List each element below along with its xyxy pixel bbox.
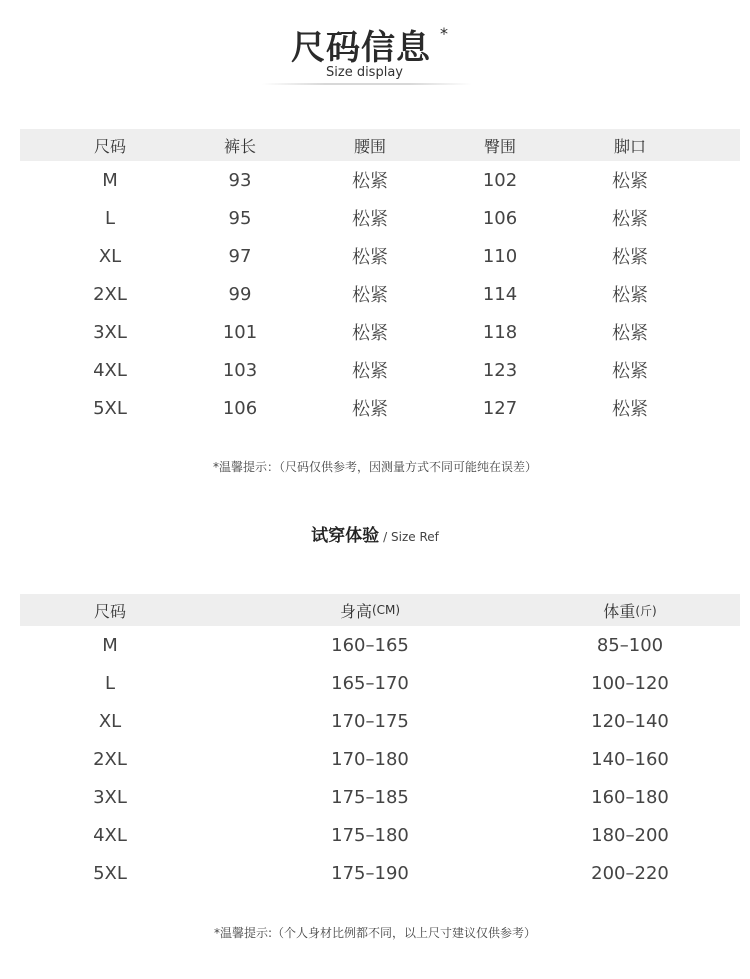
fit-row	[20, 626, 740, 664]
fit-cell-weight: 85–100	[596, 634, 664, 656]
size-cell-length: 106	[222, 397, 258, 419]
fit-cell-weight: 120–140	[591, 710, 669, 732]
size-cell-length: 101	[222, 321, 258, 343]
fit-cell-size: 5XL	[93, 862, 127, 884]
size-cell-hip: 123	[482, 359, 518, 381]
size-cell-hip: 110	[482, 245, 518, 267]
fit-cell-height: 165–170	[331, 672, 409, 694]
size-cell-waist: 松紧	[352, 361, 388, 382]
size-cell-hip: 114	[482, 283, 518, 305]
size-row	[20, 161, 740, 199]
fit-cell-height: 170–175	[331, 710, 409, 732]
title-underline	[262, 83, 472, 85]
size-cell-size: XL	[98, 245, 122, 267]
fit-cell-weight: 100–120	[591, 672, 669, 694]
fit-cell-height: 160–165	[331, 634, 409, 656]
fit-note: *温馨提示:（个人身材比例都不同，以上尺寸建议仅供参考）	[213, 926, 537, 940]
fit-cell-size: L	[104, 672, 116, 694]
fit-cell-height: 175–180	[331, 824, 409, 846]
size-header-hip: 臀围	[483, 136, 516, 156]
size-row	[20, 237, 740, 275]
size-cell-hem: 松紧	[612, 247, 648, 268]
size-header-length: 裤长	[223, 136, 256, 156]
size-row	[20, 199, 740, 237]
size-row	[20, 313, 740, 351]
fit-cell-size: 2XL	[93, 748, 127, 770]
fit-row	[20, 702, 740, 740]
fit-table	[20, 594, 740, 892]
size-cell-size: 5XL	[93, 397, 127, 419]
size-cell-hip: 118	[482, 321, 518, 343]
size-header-hem: 脚口	[613, 136, 646, 156]
size-cell-size: L	[104, 207, 116, 229]
size-header-size: 尺码	[93, 136, 126, 156]
fit-header-weight	[550, 594, 710, 626]
size-cell-hip: 102	[482, 169, 518, 191]
fit-cell-weight: 200–220	[591, 862, 669, 884]
size-cell-length: 95	[228, 207, 252, 229]
size-cell-length: 93	[228, 169, 252, 191]
size-cell-hip: 127	[482, 397, 518, 419]
fit-header-height	[290, 594, 450, 626]
fit-row	[20, 740, 740, 778]
size-cell-waist: 松紧	[352, 247, 388, 268]
size-row	[20, 351, 740, 389]
size-cell-waist: 松紧	[352, 323, 388, 344]
fit-cell-height: 170–180	[331, 748, 409, 770]
size-cell-hem: 松紧	[612, 323, 648, 344]
size-cell-hem: 松紧	[612, 209, 648, 230]
size-cell-waist: 松紧	[352, 285, 388, 306]
size-cell-hip: 106	[482, 207, 518, 229]
size-cell-hem: 松紧	[612, 361, 648, 382]
size-cell-length: 99	[228, 283, 252, 305]
size-cell-hem: 松紧	[612, 399, 648, 420]
fit-header-size: 尺码	[93, 601, 126, 621]
size-row	[20, 275, 740, 313]
size-cell-length: 97	[228, 245, 252, 267]
size-cell-size: 4XL	[93, 359, 127, 381]
fit-row	[20, 854, 740, 892]
size-table-header-row	[20, 129, 740, 161]
size-cell-size: 3XL	[93, 321, 127, 343]
size-cell-waist: 松紧	[352, 209, 388, 230]
size-cell-waist: 松紧	[352, 399, 388, 420]
fit-row	[20, 778, 740, 816]
fit-header-weight-unit: (斤)	[635, 603, 657, 618]
fit-cell-size: 3XL	[93, 786, 127, 808]
size-table	[20, 129, 740, 427]
fit-cell-weight: 180–200	[591, 824, 669, 846]
fit-row	[20, 664, 740, 702]
size-cell-hem: 松紧	[612, 285, 648, 306]
fit-section-title	[0, 521, 750, 546]
page-header	[0, 0, 750, 100]
size-cell-hem: 松紧	[612, 171, 648, 192]
size-cell-size: M	[102, 169, 118, 191]
fit-cell-size: 4XL	[93, 824, 127, 846]
fit-row	[20, 816, 740, 854]
fit-header-weight-label: 体重	[603, 601, 636, 621]
fit-cell-height: 175–190	[331, 862, 409, 884]
fit-table-header-row	[20, 594, 740, 626]
size-row	[20, 389, 740, 427]
fit-header-height-unit: (CM)	[371, 603, 401, 617]
fit-cell-height: 175–185	[331, 786, 409, 808]
title-asterisk: *	[440, 24, 448, 43]
fit-cell-weight: 140–160	[591, 748, 669, 770]
size-cell-length: 103	[222, 359, 258, 381]
size-header-waist: 腰围	[353, 136, 386, 156]
fit-cell-size: M	[102, 634, 118, 656]
page-subtitle: Size display	[326, 65, 403, 80]
size-cell-waist: 松紧	[352, 171, 388, 192]
size-cell-size: 2XL	[93, 283, 127, 305]
fit-cell-size: XL	[98, 710, 122, 732]
fit-cell-weight: 160–180	[591, 786, 669, 808]
page-title: 尺码信息	[291, 28, 431, 68]
fit-title-en: / Size Ref	[383, 530, 439, 544]
fit-header-height-label: 身高	[339, 601, 372, 621]
fit-title-zh: 试穿体验	[311, 526, 380, 546]
size-note: *温馨提示：（尺码仅供参考，因测量方式不同可能纯在误差）	[212, 460, 537, 474]
